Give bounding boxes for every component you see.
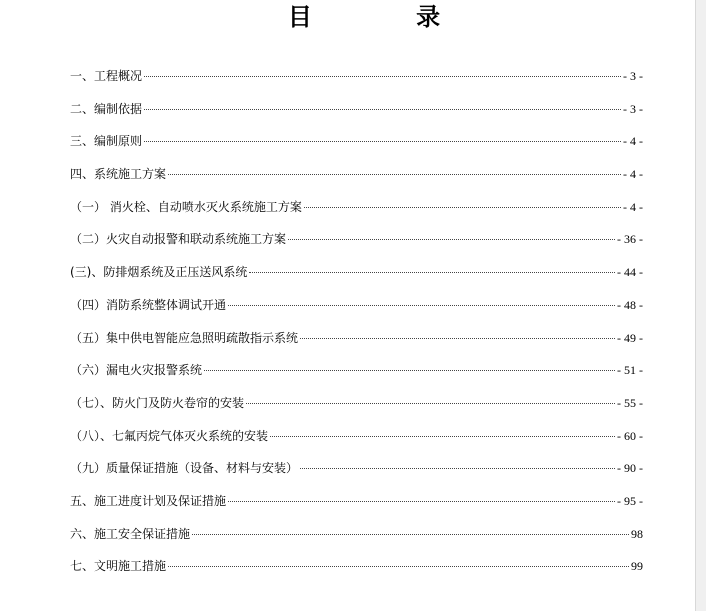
- toc-entry[interactable]: [70, 387, 643, 420]
- toc-entry[interactable]: [70, 256, 643, 289]
- toc-leader-dots: [288, 239, 615, 240]
- toc-leader-dots: [304, 207, 621, 208]
- toc-leader-dots: [270, 436, 615, 437]
- toc-entry[interactable]: [70, 550, 643, 583]
- toc-entry-page: - 4 -: [623, 199, 643, 214]
- toc-entry[interactable]: [70, 93, 643, 126]
- toc-entry[interactable]: [70, 125, 643, 158]
- toc-entry-page: - 4 -: [623, 167, 643, 182]
- toc-entry-label: （一） 消火栓、自动喷水灭火系统施工方案: [70, 199, 302, 214]
- toc-entry-label: （九）质量保证措施（设备、材料与安装）: [70, 461, 299, 476]
- toc-leader-dots: [192, 534, 629, 535]
- toc-entry-label: (三)、防排烟系统及正压送风系统: [70, 265, 248, 280]
- toc-entry[interactable]: [70, 322, 643, 355]
- toc-entry[interactable]: [70, 223, 643, 256]
- toc-entry-page: - 95 -: [617, 493, 643, 508]
- toc-entry-page: - 60 -: [617, 428, 643, 443]
- toc-entry-page: - 49 -: [617, 330, 643, 345]
- page-title: 目 录: [287, 2, 489, 31]
- toc-leader-dots: [249, 272, 615, 273]
- toc-entry[interactable]: [70, 452, 643, 485]
- toc-entry-page: - 3 -: [623, 69, 643, 83]
- toc-entry-label: 五、施工进度计划及保证措施: [70, 493, 227, 508]
- toc-entry-label: 四、系统施工方案: [70, 167, 167, 182]
- toc-leader-dots: [144, 141, 621, 142]
- toc-entry[interactable]: [70, 289, 643, 322]
- toc-entry-page: - 36 -: [617, 232, 643, 247]
- toc-entry-page: - 48 -: [617, 297, 643, 312]
- toc-entry-label: （四）消防系统整体调试开通: [70, 297, 227, 312]
- toc-leader-dots: [144, 76, 621, 77]
- toc-leader-dots: [204, 370, 615, 371]
- toc-entry-label: 七、文明施工措施: [70, 559, 167, 574]
- toc-entry-page: - 3 -: [623, 101, 643, 116]
- toc-entry[interactable]: [70, 485, 643, 518]
- toc-entry-page: - 4 -: [623, 134, 643, 149]
- toc-entry-label: （八）、七氟丙烷气体灭火系统的安装: [70, 428, 269, 443]
- toc-entry-page: - 51 -: [617, 363, 643, 378]
- toc-entry-label: 一、工程概况: [70, 69, 143, 83]
- toc-entry[interactable]: [70, 420, 643, 453]
- scrollbar[interactable]: [695, 0, 706, 611]
- toc-entry-label: （六）漏电火灾报警系统: [70, 363, 203, 378]
- toc-leader-dots: [228, 501, 615, 502]
- toc-entry-label: 三、编制原则: [70, 134, 143, 149]
- toc-entry[interactable]: [70, 518, 643, 551]
- toc-entry[interactable]: [70, 354, 643, 387]
- toc-entry[interactable]: [70, 60, 643, 93]
- toc-entry-page: - 44 -: [617, 265, 643, 280]
- toc-leader-dots: [168, 174, 621, 175]
- toc-leader-dots: [228, 305, 615, 306]
- toc-entry-page: - 55 -: [617, 395, 643, 410]
- toc-entry-page: 98: [631, 526, 643, 541]
- toc-leader-dots: [300, 468, 615, 469]
- toc-entry-label: （五）集中供电智能应急照明疏散指示系统: [70, 330, 299, 345]
- toc-leader-dots: [144, 109, 621, 110]
- toc-leader-dots: [168, 566, 629, 567]
- toc-entry-label: 六、施工安全保证措施: [70, 526, 191, 541]
- toc-entry-page: - 90 -: [617, 461, 643, 476]
- toc-leader-dots: [300, 338, 615, 339]
- toc-entry[interactable]: [70, 191, 643, 224]
- table-of-contents: [70, 60, 643, 583]
- toc-entry-label: （二）火灾自动报警和联动系统施工方案: [70, 232, 287, 247]
- toc-leader-dots: [246, 403, 615, 404]
- toc-entry-label: （七）、防火门及防火卷帘的安装: [70, 395, 245, 410]
- toc-entry-page: 99: [631, 559, 643, 574]
- toc-entry-label: 二、编制依据: [70, 101, 143, 116]
- toc-entry[interactable]: [70, 158, 643, 191]
